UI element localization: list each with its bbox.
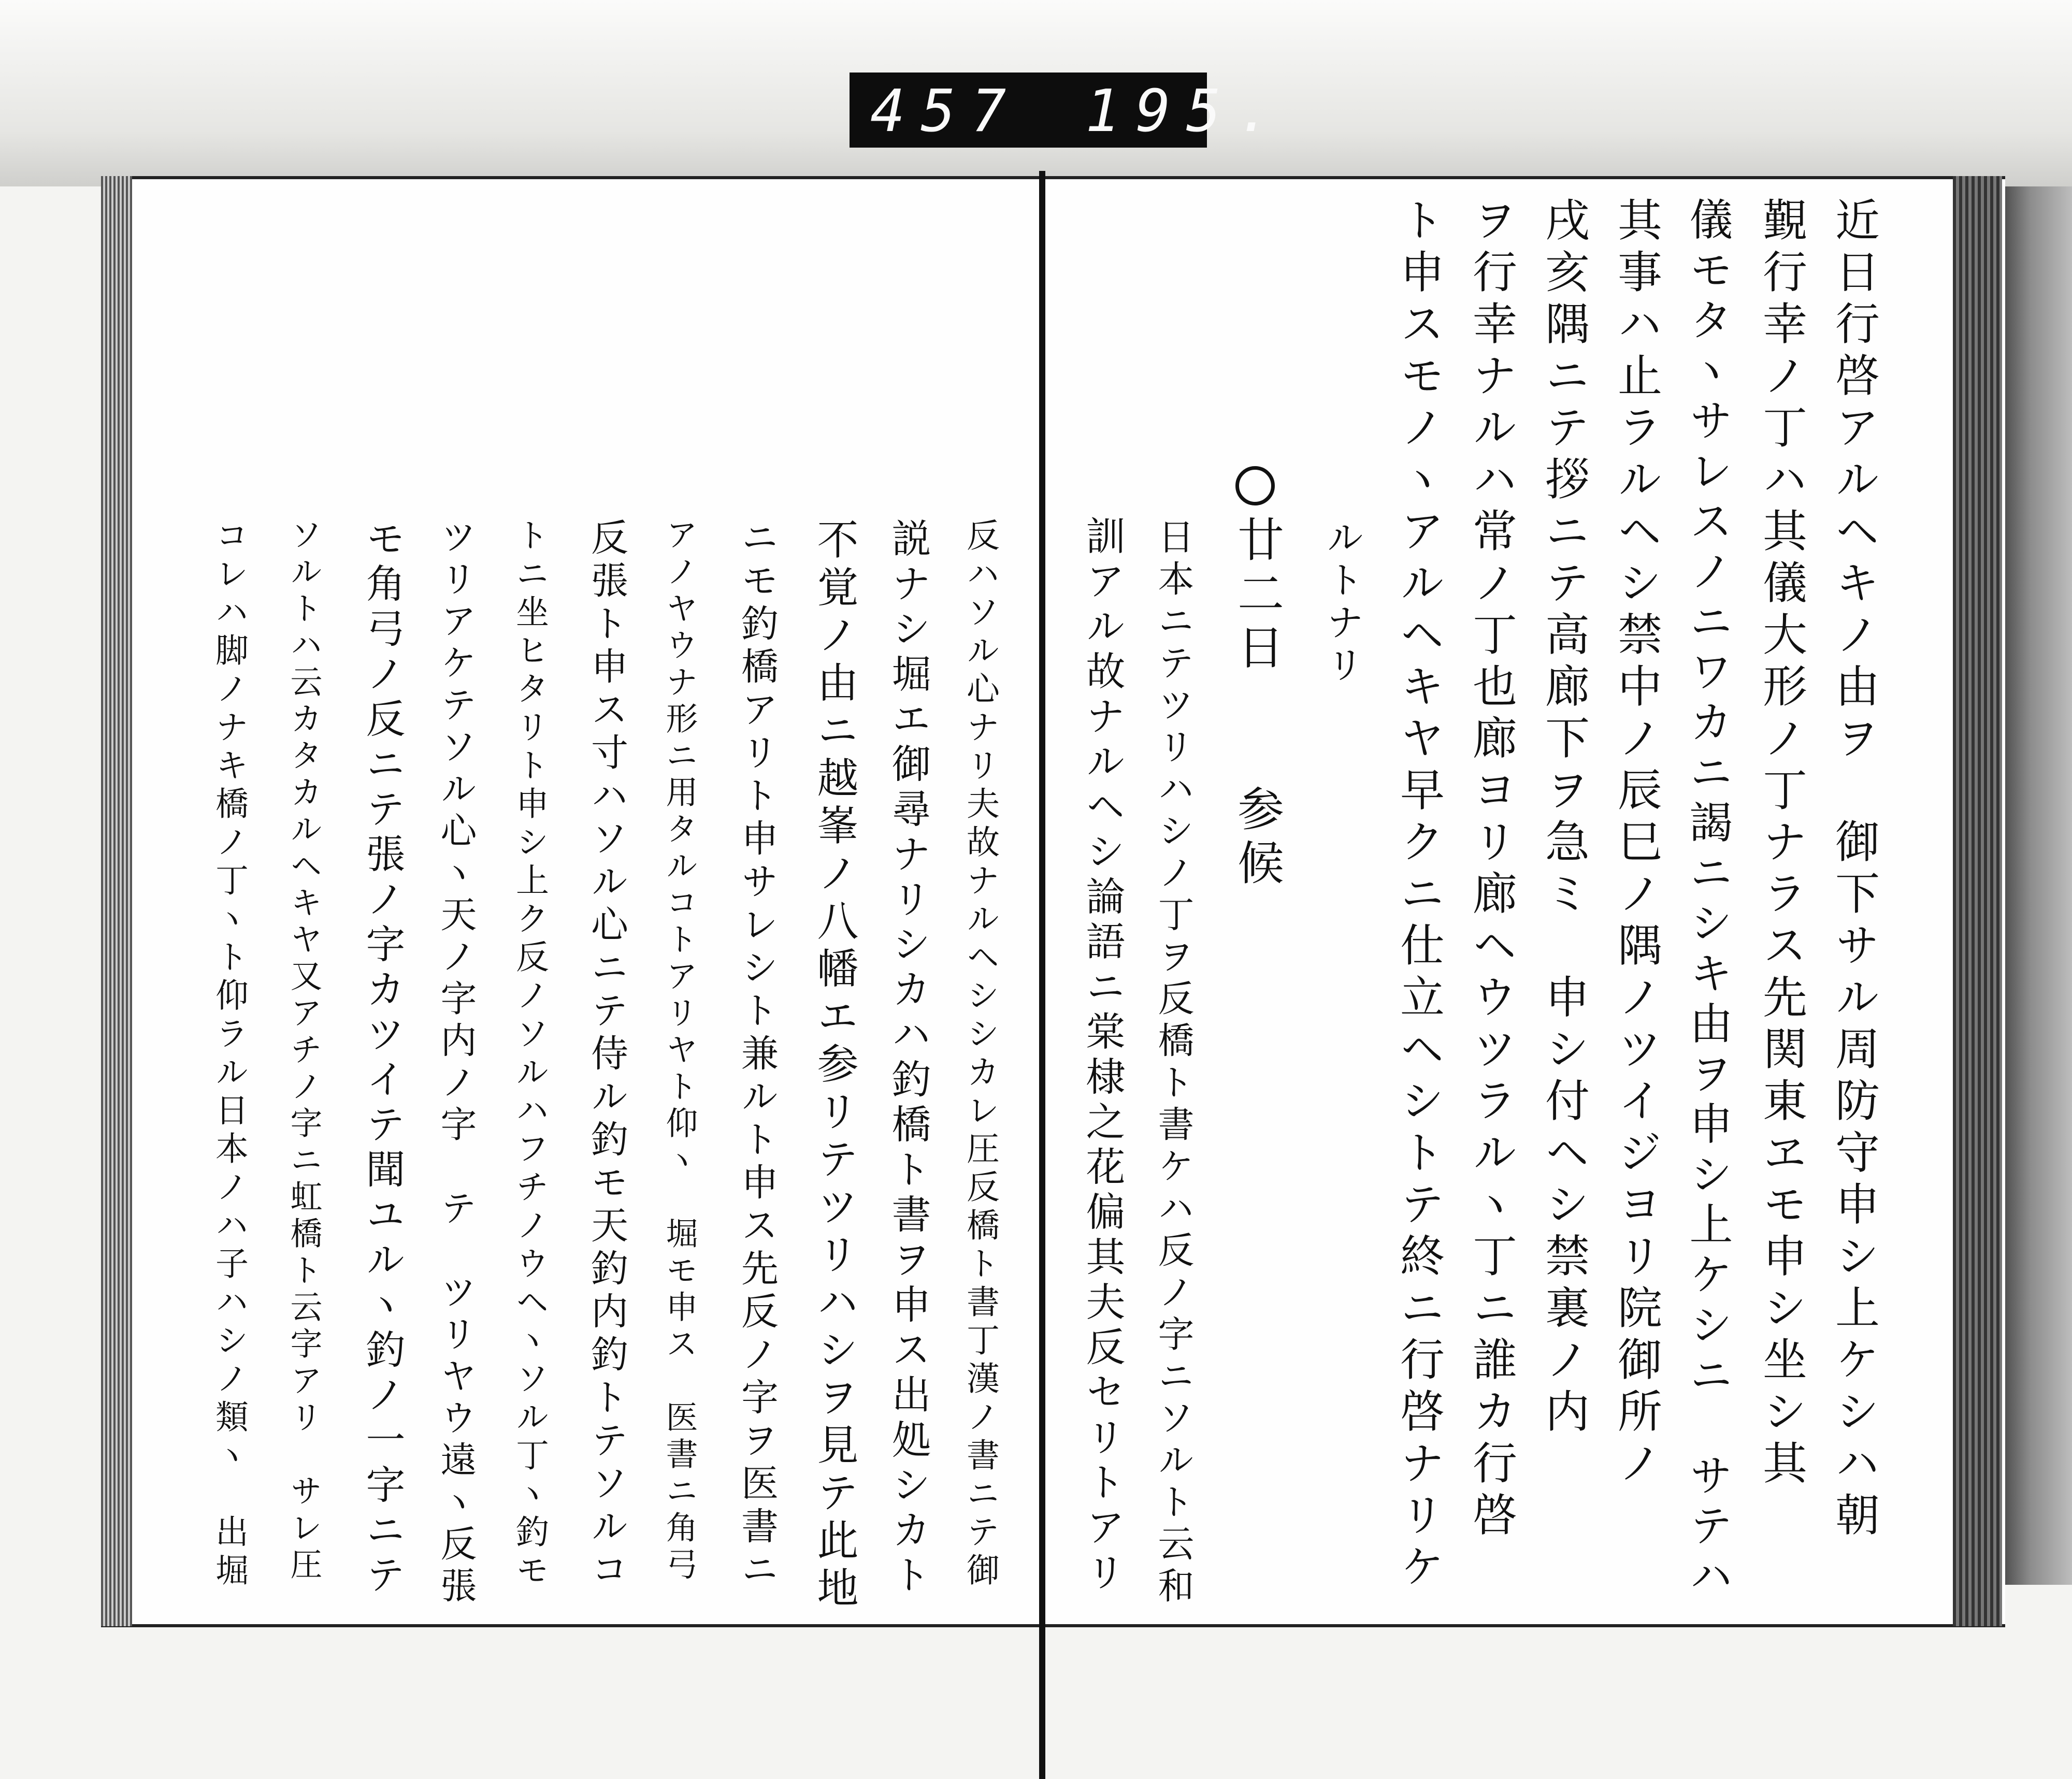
frame-number-left: 457 (870, 78, 1022, 145)
text-column: 儀モタヽサレスノニワカニ謁ニシキ由ヲ申シ上ケシニ サテハ (1682, 197, 1733, 1603)
text-column: 説ナシ堀エ御尋ナリシカハ釣橋ト書ヲ申ス出処シカト (885, 518, 931, 1599)
text-column: ソルトハ云カタカルヘキヤ又アチノ字ニ虹橋ト云字アリ サレ圧 (285, 518, 323, 1584)
text-column: ト申スモノヽアルヘキヤ早クニ仕立ヘシトテ終ニ行啓ナリケ (1392, 197, 1444, 1595)
text-column: ニモ釣橋アリト申サレシト兼ルト申ス先反ノ字ヲ医書ニ (735, 518, 779, 1593)
text-column: 反ハソル心ナリ夫故ナルヘシシカレ圧反橋ト書丁漢ノ書ニテ御 (961, 518, 999, 1591)
text-column: 戌亥隅ニテ拶ニテ高廊下ヲ急ミ 申シ付ヘシ禁裏ノ内 (1537, 197, 1589, 1440)
text-column: ヲ行幸ナルハ常ノ丁也廊ヨリ廊ヘウツラルヽ丁ニ誰カ行啓 (1465, 197, 1517, 1543)
text-column: 不覚ノ由ニ越峯ノ八幡エ参リテツリハシヲ見テ此地 (810, 518, 858, 1614)
date-heading: 廿二日 参候 (1229, 515, 1284, 892)
book-edge-left (101, 176, 132, 1626)
text-column: モ角弓ノ反ニテ張ノ字カツイテ聞ユルヽ釣ノ一字ニテ (359, 518, 406, 1599)
text-column: 反張ト申ス寸ハソル心ニテ侍ル釣モ天釣内釣トテソルコ (585, 518, 628, 1593)
text-column: トニ坐ヒタリト申シ上ク反ノソルハフチノウヘヽソル丁ヽ釣モ (510, 518, 549, 1591)
book-gutter (1039, 171, 1045, 1779)
entry-marker-circle (1235, 466, 1275, 505)
right-page (1052, 197, 1953, 1621)
microfilm-frame-label (850, 73, 1287, 148)
text-column: アノヤウナ形ニ用タルコトアリヤト仰ヽ 堀モ申ス 医書ニ角弓 (660, 518, 698, 1584)
scan-dark-margin (2002, 186, 2072, 1585)
text-column: コレハ脚ノナキ橋ノ丁ヽト仰ラル日本ノハ子ハシノ類ヽ 出堀 (210, 518, 248, 1591)
text-column: 近日行啓アルヘキノ由ヲ 御下サル周防守申シ上ケシハ朝 (1828, 197, 1879, 1543)
text-column: ルトナリ (1320, 518, 1364, 688)
text-column: 其事ハ止ラルヘシ禁中ノ辰巳ノ隅ノツイジヨリ院御所ノ (1610, 197, 1662, 1492)
book-edge-right (1953, 176, 2002, 1626)
text-column: 訓アル故ナルヘシ論語ニ棠棣之花偏其夫反セリトアリ (1080, 515, 1126, 1597)
text-column: 覲行幸ノ丁ハ其儀大形ノ丁ナラス先関東ヱモ申シ坐シ其 (1755, 197, 1807, 1492)
left-page (135, 197, 1036, 1621)
frame-number-right: 195. (1085, 78, 1287, 145)
text-column: 日本ニテツリハシノ丁ヲ反橋ト書ケハ反ノ字ニソルト云和 (1152, 518, 1195, 1609)
text-column: ツリアケテソル心ヽ天ノ字内ノ字 テ ツリヤウ遠ヽ反張 (435, 518, 477, 1609)
